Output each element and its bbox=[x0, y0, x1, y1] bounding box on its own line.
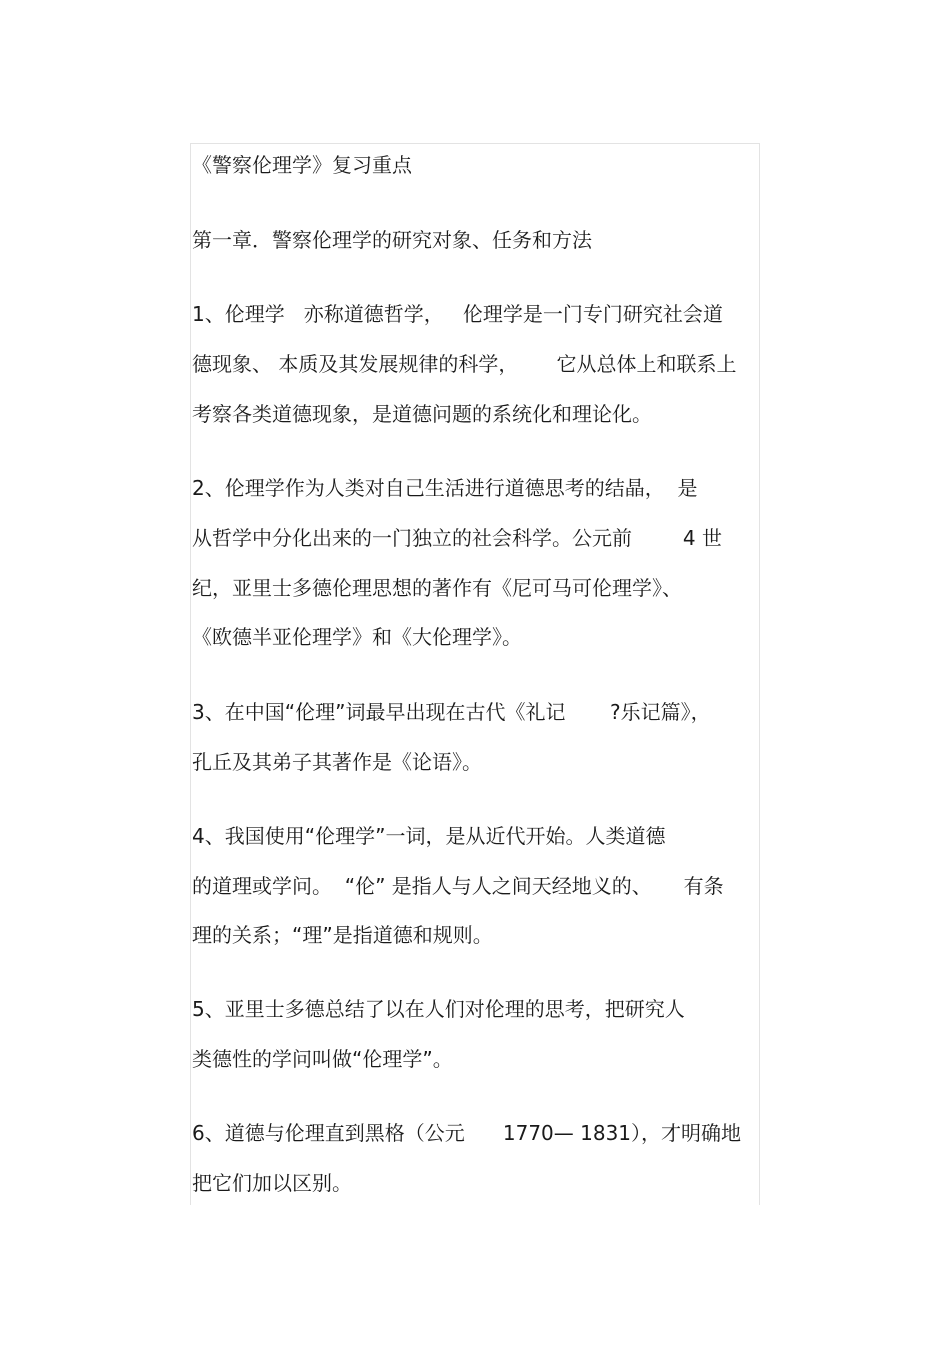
item-6-line-1: 6、道德与伦理直到黑格（公元 1770— 1831），才明确地 bbox=[192, 1121, 742, 1145]
item-6-line-2: 把它们加以区别。 bbox=[192, 1171, 352, 1195]
item-2-line-1: 2、伦理学作为人类对自己生活进行道德思考的结晶， 是 bbox=[192, 476, 698, 500]
item-2-line-4: 《欧德半亚伦理学》和《大伦理学》。 bbox=[192, 625, 522, 649]
item-5-line-2: 类德性的学问叫做“伦理学”。 bbox=[192, 1047, 453, 1071]
item-4-line-3: 理的关系；“理”是指道德和规则。 bbox=[192, 923, 493, 947]
item-2-line-2: 从哲学中分化出来的一门独立的社会科学。公元前 4 世 bbox=[192, 526, 722, 550]
item-1-line-2: 德现象、 本质及其发展规律的科学， 它从总体上和联系上 bbox=[192, 352, 737, 376]
document-title: 《警察伦理学》复习重点 bbox=[192, 153, 412, 177]
item-3-line-1: 3、在中国“伦理”词最早出现在古代《礼记 ?乐记篇》， bbox=[192, 700, 711, 724]
item-5-line-1: 5、亚里士多德总结了以在人们对伦理的思考，把研究人 bbox=[192, 997, 685, 1021]
item-2-line-3: 纪，亚里士多德伦理思想的著作有《尼可马可伦理学》、 bbox=[192, 576, 682, 600]
item-1-line-3: 考察各类道德现象，是道德问题的系统化和理论化。 bbox=[192, 402, 652, 426]
item-1-line-1: 1、伦理学 亦称道德哲学， 伦理学是一门专门研究社会道 bbox=[192, 302, 723, 326]
item-4-line-1: 4、我国使用“伦理学”一词，是从近代开始。人类道德 bbox=[192, 824, 666, 848]
chapter-heading: 第一章．警察伦理学的研究对象、任务和方法 bbox=[192, 228, 592, 252]
item-3-line-2: 孔丘及其弟子其著作是《论语》。 bbox=[192, 750, 482, 774]
item-4-line-2: 的道理或学问。 “伦” 是指人与人之间天经地义的、 有条 bbox=[192, 874, 724, 898]
